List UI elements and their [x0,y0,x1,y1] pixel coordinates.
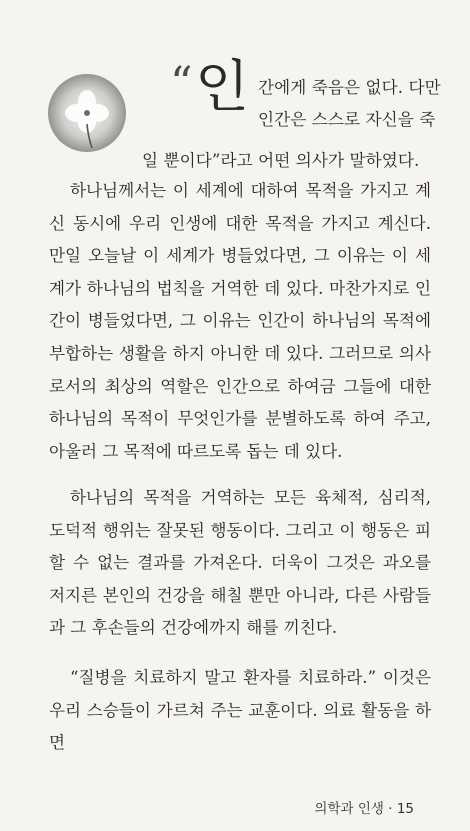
opening-quote-mark: “ [170,58,193,109]
footer-section-title: 의학과 인생 [314,801,384,817]
footer-separator: · [388,801,393,817]
paragraph-3: “질병을 치료하지 말고 환자를 치료하라.” 이것은 우리 스승들이 가르쳐 주는 교훈이다. 의료 활동을 하면 [49,668,431,753]
paragraph-1: 하나님께서는 이 세계에 대하여 목적을 가지고 계신 동시에 우리 인생에 대한 목적을 가지고 계신다. 만일 오늘날 이 세계가 병들었다면, 그 이유는 이 세계가 하나님의 법칙을 거역한 데 있다. 마찬가지로 인간이 병들었다면, 그 이유는 인간이 하나님의 목적에 부합하는 생활을 하지 아니한 데 있다. 그러므로 의사로서의 최상의 역할은 인간으로 하여금 그들에 대한 하나님의 목적이 무엇인가를 분별하도록 하여 주고, 아울러 그 목적에 따르도록 돕는 데 있다. [49,181,431,461]
flower-icon [48,74,126,152]
paragraph-2: 하나님의 목적을 거역하는 모든 육체적, 심리적, 도덕적 행위는 잘못된 행동이다. 그리고 이 행동은 피할 수 없는 결과를 가져온다. 더욱이 그것은 과오를 저지른 본인의 건강을 해칠 뿐만 아니라, 다른 사람들과 그 후손들의 건강에까지 해를 끼친다. [49,488,431,638]
drop-cap: 인 [195,55,249,120]
opening-line-2: 인간은 스스로 자신을 죽 [258,110,436,129]
opening-line-1: 간에게 죽음은 없다. 다만 [258,78,441,97]
page-number: 15 [396,801,414,817]
page-footer [314,797,414,817]
opening-line-3: 일 뿐이다”라고 어떤 의사가 말하였다. [142,151,420,170]
